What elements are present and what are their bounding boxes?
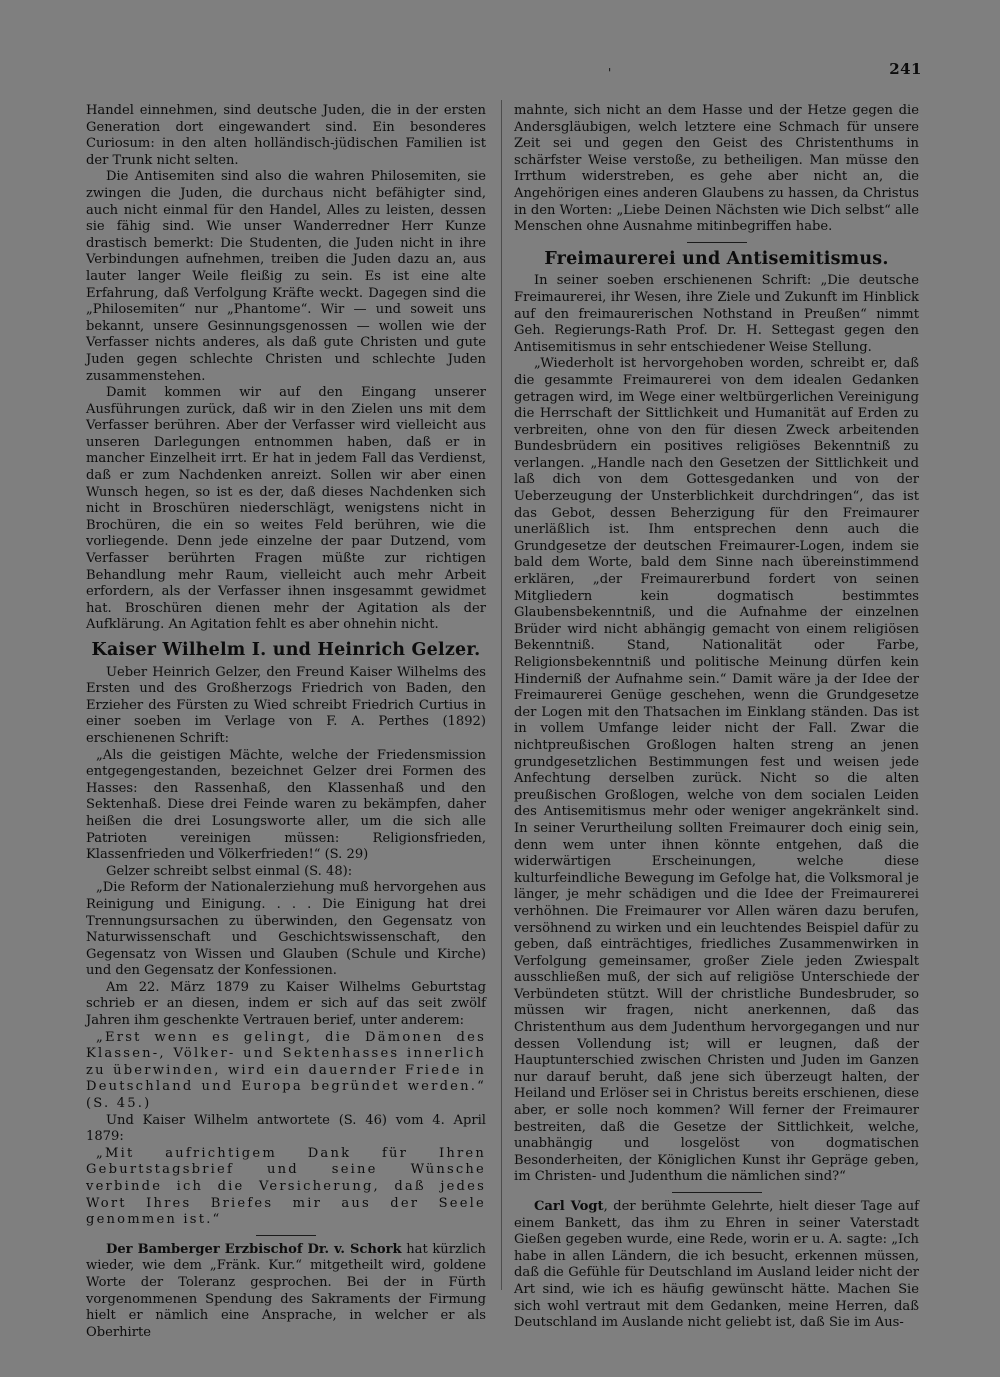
paragraph-lead: Der Bamberger Erzbischof Dr. v. Schork xyxy=(106,1241,402,1257)
tick-mark: ' xyxy=(608,66,612,80)
right-paragraph-3: „Wiederholt ist hervorgehoben worden, schreibt er, daß die gesammte Freimaurerei von dem idealen Gedanken getragen wird, im Wege einer weltbürgerlichen Vereinigung die Herrschaft der Sittlichkeit und Humanität auf Erden zu verbreiten, ohne von den für diesen Zweck arbeitenden Bundesbrüdern ein positives religiöses Bekenntniß zu verlangen. „Handle nach den Gesetzen der Sittlichkeit und laß dich von dem Gottesgedanken und von der Ueberzeugung der Unsterblichkeit durchdringen“, das ist das Gebot, dessen Beherzigung für den Freimaurer unerläßlich ist. Ihm entsprechen denn auch die Grundgesetze der deutschen Freimaurer-Logen, indem sie bald dem Worte, bald dem Sinne nach übereinstimmend erklären, „der Freimaurerbund fordert von seinen Mitgliedern kein dogmatisch bestimmtes Glaubensbekenntniß, und die Aufnahme der einzelnen Brüder wird nicht abhängig gemacht von einem religiösen Bekenntniß. Stand, Nationalität oder Farbe, Religionsbekenntniß und politische Meinung dürfen kein Hinderniß der Aufnahme sein.“ Damit wäre ja der Idee der Freimaurerei Genüge geschehen, wenn die Grundgesetze der Logen mit den Thatsachen im Einklang ständen. Das ist in vollem Umfange leider nicht der Fall. Zwar die nichtpreußischen Großlogen halten streng an jenen grundgesetzlichen Bestimmungen fest und weisen jede Anfechtung derselben zurück. Nicht so die alten preußischen Großlogen, welche von dem socialen Leiden des Antisemitismus mehr oder weniger angekränkelt sind. In seiner Verurtheilung sollten Freimaurer doch einig sein, denn wem unter ihnen könnte entgehen, daß die widerwärtigen Erscheinungen, welche diese kulturfeindliche Bewegung im Gefolge hat, die Volksmoral je länger, je mehr schädigen und die Idee der Freimaurerei verhöhnen. Die Freimaurer vor Allen wären dazu berufen, versöhnend zu wirken und ein leuchtendes Beispiel dafür zu geben, daß einträchtiges, friedliches Zusammenwirken in Verfolgung gemeinsamer, großer Ziele jeden Zwiespalt ausschließen muß, der sich auf religiöse Unterschiede der Verbündeten stützt. Will der christliche Bundesbruder, so müssen wir fragen, nicht anerkennen, daß das Christenthum aus dem Judenthum hervorgegangen und nur dessen Vollendung ist; will er leugnen, daß der Hauptunterschied zwischen Christen und Juden im Ganzen nur darauf beruht, daß jene sich überzeugt halten, der Heiland und Erlöser sei in Christus bereits erschienen, diese aber, er solle noch kommen? Will ferner der Freimaurer bestreiten, daß die Gesetze der Sittlichkeit, welche, unabhängig und losgelöst von dogmatischen Besonderheiten, der Königlichen Kunst ihr Gepräge geben, im Christen- und Judenthum die nämlichen sind?“ xyxy=(514,356,919,1185)
separator-rule xyxy=(672,1192,762,1193)
left-paragraph-4: Ueber Heinrich Gelzer, den Freund Kaiser Wilhelms des Ersten und des Großherzogs Friedrich von Baden, den Erzieher des Fürsten zu Wied schreibt Friedrich Curtius in einer soeben im Verlage von F. A. Perthes (1892) erschienenen Schrift: xyxy=(86,664,486,746)
right-paragraph-1: mahnte, sich nicht an dem Hasse und der Hetze gegen die Andersgläubigen, welch letztere eine Schmach für unsere Zeit sei und gegen den Geist des Christenthums in schärfster Weise verstoße, zu betheiligen. Man müsse den Irrthum widerstreben, es gehe aber nicht an, die Angehörigen eines anderen Glaubens zu hassen, da Christus in den Worten: „Liebe Deinen Nächsten wie Dich selbst“ alle Menschen ohne Ausnahme mitinbegriffen habe. xyxy=(514,103,919,235)
left-paragraph-8 xyxy=(86,1242,486,1342)
left-paragraph-3: Damit kommen wir auf den Eingang unserer Ausführungen zurück, daß wir in den Zielen uns mit dem Verfasser berühren. Aber der Verfasser wird vielleicht aus unseren Darlegungen entnommen haben, daß er in mancher Einzelheit irrt. Er hat in jedem Fall das Verdienst, daß er zum Nachdenken anreizt. Sollen wir aber einen Wunsch hegen, so ist es der, daß dieses Nachdenken sich nicht in Broschüren niederschlägt, wenigstens nicht in Brochüren, die ein so weites Feld berühren, wie die vorliegende. Denn jede einzelne der paar Dutzend, vom Verfasser berührten Fragen müßte zur richtigen Behandlung mehr Raum, vielleicht auch mehr Arbeit erfordern, als der Verfasser ihnen insgesammt gewidmet hat. Broschüren dienen mehr der Agitation als der Aufklärung. An Agitation fehlt es aber ohnehin nicht. xyxy=(86,385,486,633)
left-quote-1: „Als die geistigen Mächte, welche der Friedensmission entgegengestanden, bezeichnet Gelzer drei Formen des Hasses: den Rassenhaß, den Klassenhaß und den Sektenhaß. Diese drei Feinde waren zu bekämpfen, daher heißen die drei Losungsworte aller, um die sich alle Patrioten vereinigen müssen: Religionsfrieden, Klassenfrieden und Völkerfrieden!“ (S. 29) xyxy=(86,747,486,863)
heading-kaiser-wilhelm: Kaiser Wilhelm I. und Heinrich Gelzer. xyxy=(91,640,481,660)
right-paragraph-4 xyxy=(514,1199,919,1332)
left-paragraph-5: Gelzer schreibt selbst einmal (S. 48): xyxy=(106,863,353,879)
column-divider xyxy=(501,100,502,1290)
page-number: 241 xyxy=(889,60,922,78)
paragraph-body: hat kürzlich wieder, wie dem „Fränk. Kur.“ mitgetheilt wird, goldene Worte der Toleranz gesprochen. Bei der in Fürth vorgenommenen Spendung des Sakraments der Firmung hielt er nämlich eine Ansprache, in welcher er als Oberhirte xyxy=(86,1241,486,1340)
left-quote-4: „Mit aufrichtigem Dank für Ihren Geburtstagsbrief und seine Wünsche verbinde ich die Versicherung, daß jedes Wort Ihres Briefes mir aus der Seele genommen ist.“ xyxy=(86,1145,486,1228)
right-column xyxy=(514,103,919,1332)
separator-rule xyxy=(256,1235,316,1236)
left-column xyxy=(86,103,486,1341)
left-paragraph-7: Und Kaiser Wilhelm antwortete (S. 46) vom 4. April 1879: xyxy=(86,1112,486,1145)
right-paragraph-2: In seiner soeben erschienenen Schrift: „Die deutsche Freimaurerei, ihr Wesen, ihre Ziele und Zukunft im Hinblick auf den freimaurerischen Nothstand in Preußen“ nimmt Geh. Regierungs-Rath Prof. Dr. H. Settegast gegen den Antisemitismus in sehr entschiedener Weise Stellung. xyxy=(514,273,919,355)
left-paragraph-1: Handel einnehmen, sind deutsche Juden, die in der ersten Generation dort eingewandert sind. Ein besonderes Curiosum: in den alten holländisch-jüdischen Familien ist der Trunk nicht selten. xyxy=(86,103,486,168)
left-quote-3: „Erst wenn es gelingt, die Dämonen des Klassen-, Völker- und Sektenhasses innerlich zu überwinden, wird ein dauernder Friede in Deutschland und Europa begründet werden.“ (S. 45.) xyxy=(86,1029,486,1112)
heading-freimaurerei: Freimaurerei und Antisemitismus. xyxy=(544,248,889,269)
left-paragraph-2: Die Antisemiten sind also die wahren Philosemiten, sie zwingen die Juden, die durchaus nicht befähigter sind, auch nicht einmal für den Handel, Alles zu leisten, dessen sie fähig sind. Wie unser Wanderredner Herr Kunze drastisch bemerkt: Die Studenten, die Juden nicht in ihre Verbindungen aufnehmen, treiben die Juden dazu an, aus lauter langer Weile fleißig zu sein. Es ist eine alte Erfahrung, daß Verfolgung Kräfte weckt. Dagegen sind die „Philosemiten“ nur „Phantome“. Wir — und soweit uns bekannt, unsere Gesinnungsgenossen — wollen wie der Verfasser nichts anderes, als daß gute Christen und gute Juden gegen schlechte Christen und schlechte Juden zusammenstehen. xyxy=(86,169,486,384)
left-quote-2: „Die Reform der Nationalerziehung muß hervorgehen aus Reinigung und Einigung. . . . Die Einigung hat drei Trennungsursachen zu überwinden, den Gegensatz von Naturwissenschaft und Geschichtswissenschaft, den Gegensatz von Wissen und Glauben (Schule und Kirche) und den Gegensatz der Konfessionen. xyxy=(86,880,486,979)
paragraph-lead: Carl Vogt xyxy=(534,1199,604,1214)
left-paragraph-6: Am 22. März 1879 zu Kaiser Wilhelms Geburtstag schrieb er an diesen, indem er sich auf das seit zwölf Jahren ihm geschenkte Vertrauen berief, unter anderem: xyxy=(86,979,486,1029)
paragraph-body: , der berühmte Gelehrte, hielt dieser Tage auf einem Bankett, das ihm zu Ehren in seiner Vaterstadt Gießen gegeben wurde, eine Rede, worin er u. A. sagte: „Ich habe in allen Ländern, die ich besucht, erkennen müssen, daß die Gefühle für Deutschland im Ausland leider nicht der Art sind, wie ich es häufig gewünscht hätte. Machen Sie sich wohl vertraut mit dem Gedanken, meine Herren, daß Deutschland im Auslande nicht geliebt ist, daß Sie im Aus- xyxy=(514,1199,919,1331)
separator-rule xyxy=(687,242,747,243)
